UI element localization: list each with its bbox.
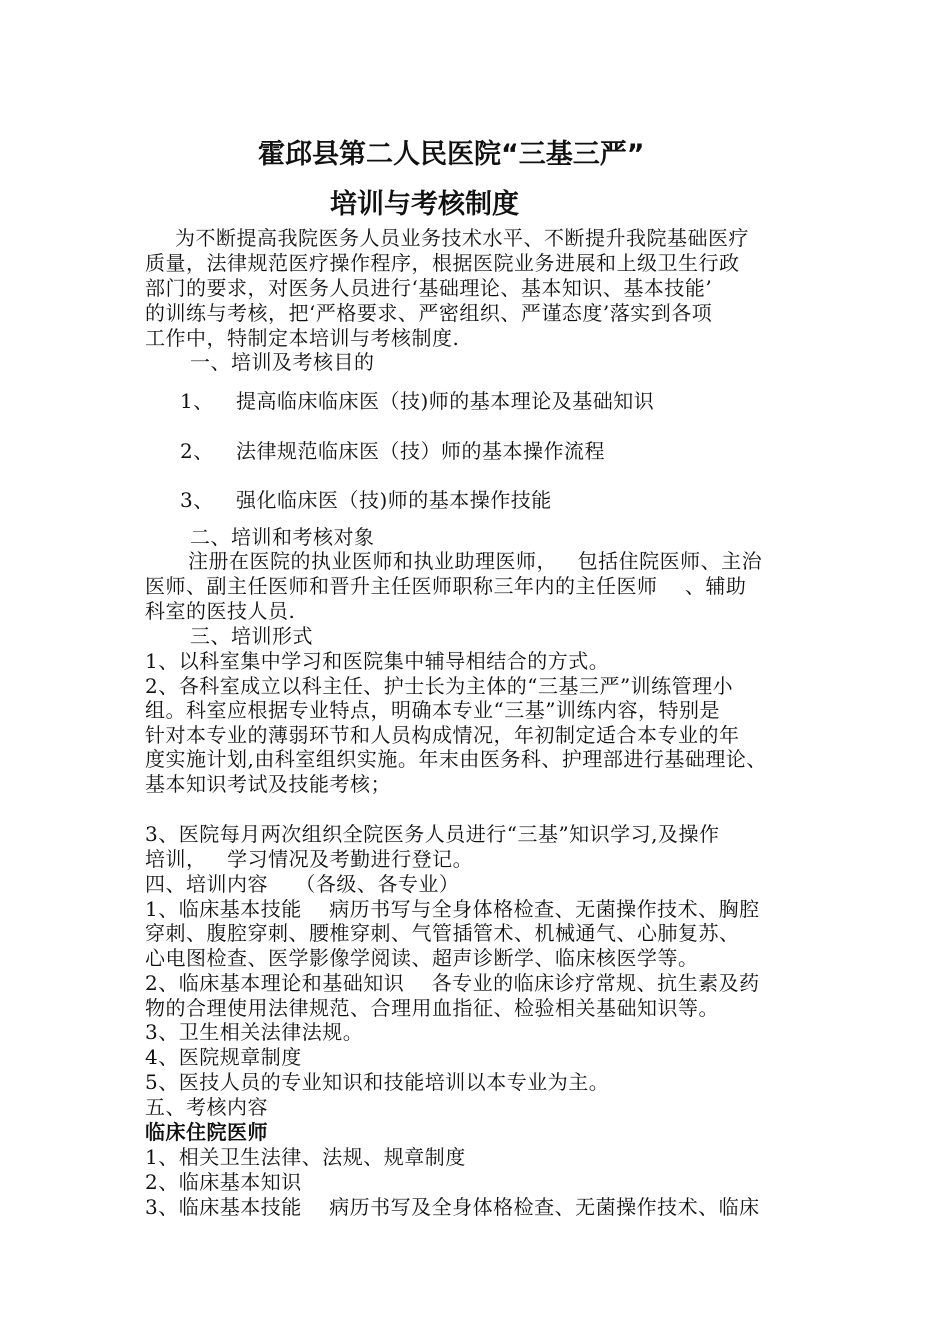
assessment-line: 1、相关卫生法律、法规、规章制度: [145, 1145, 466, 1169]
section-heading-2: 二、培训和考核对象: [190, 525, 375, 549]
forms-line: 组。科室应根据专业特点，明确本专业“三基”训练内容，特别是: [145, 698, 720, 722]
forms-line: 2、各科室成立以科主任、护士长为主体的“三基三严”训练管理小: [145, 674, 734, 698]
goal-number: 1、: [180, 389, 214, 413]
contents-line: 物的合理使用法律规范、合理用血指征、检验相关基础知识等。: [145, 996, 719, 1020]
contents-line: 心电图检查、医学影像学阅读、超声诊断学、临床核医学等。: [145, 946, 699, 970]
contents-line: 1、临床基本技能 病历书写与全身体格检查、无菌操作技术、胸腔: [145, 897, 760, 921]
forms-line: 针对本专业的薄弱环节和人员构成情况，年初制定适合本专业的年: [145, 723, 740, 747]
goal-number: 3、: [180, 488, 214, 512]
document-title-line1: 霍邱县第二人民医院“三基三严”: [258, 139, 645, 170]
subheading-resident-physician: 临床住院医师: [145, 1120, 268, 1144]
document-title-line2: 培训与考核制度: [330, 189, 519, 220]
section-heading-1: 一、培训及考核目的: [190, 350, 375, 374]
intro-line: 工作中，特制定本培训与考核制度.: [145, 326, 460, 350]
forms-line: 培训， 学习情况及考勤进行登记。: [145, 847, 474, 871]
section-heading-3: 三、培训形式: [190, 624, 313, 648]
forms-line: 1、以科室集中学习和医院集中辅导相结合的方式。: [145, 649, 610, 673]
forms-line: 基本知识考试及技能考核；: [145, 772, 391, 796]
contents-line: 4、医院规章制度: [145, 1045, 302, 1069]
targets-line: 注册在医院的执业医师和执业助理医师， 包括住院医师、主治: [188, 549, 763, 573]
assessment-line: 2、临床基本知识: [145, 1170, 302, 1194]
goal-text: 法律规范临床医（技）师的基本操作流程: [236, 439, 605, 463]
assessment-line: 3、临床基本技能 病历书写及全身体格检查、无菌操作技术、临床: [145, 1195, 760, 1219]
goal-number: 2、: [180, 439, 214, 463]
forms-line: 度实施计划,由科室组织实施。年末由医务科、护理部进行基础理论、: [145, 747, 767, 771]
contents-line: 2、临床基本理论和基础知识 各专业的临床诊疗常规、抗生素及药: [145, 971, 760, 995]
goal-text: 强化临床医（技)师的基本操作技能: [236, 488, 552, 512]
intro-line: 部门的要求，对医务人员进行‘基础理论、基本知识、基本技能’: [145, 276, 713, 300]
contents-line: 3、卫生相关法律法规。: [145, 1020, 364, 1044]
intro-line: 质量，法律规范医疗操作程序，根据医院业务进展和上级卫生行政: [145, 251, 740, 275]
section-heading-5: 五、考核内容: [145, 1095, 268, 1119]
intro-line: 的训练与考核，把‘严格要求、严密组织、严谨态度’落实到各项: [145, 301, 713, 325]
targets-line: 医师、副主任医师和晋升主任医师职称三年内的主任医师 、辅助: [145, 574, 747, 598]
forms-line: 3、医院每月两次组织全院医务人员进行“三基”知识学习,及操作: [145, 822, 720, 846]
targets-line: 科室的医技人员.: [145, 599, 296, 623]
intro-line: 为不断提高我院医务人员业务技术水平、不断提升我院基础医疗: [175, 226, 749, 250]
goal-text: 提高临床临床医（技)师的基本理论及基础知识: [236, 389, 655, 413]
section-heading-4: 四、培训内容 （各级、各专业）: [145, 872, 460, 896]
contents-line: 5、医技人员的专业知识和技能培训以本专业为主。: [145, 1070, 610, 1094]
contents-line: 穿刺、腹腔穿刺、腰椎穿刺、气管插管术、机械通气、心肺复苏、: [145, 921, 740, 945]
